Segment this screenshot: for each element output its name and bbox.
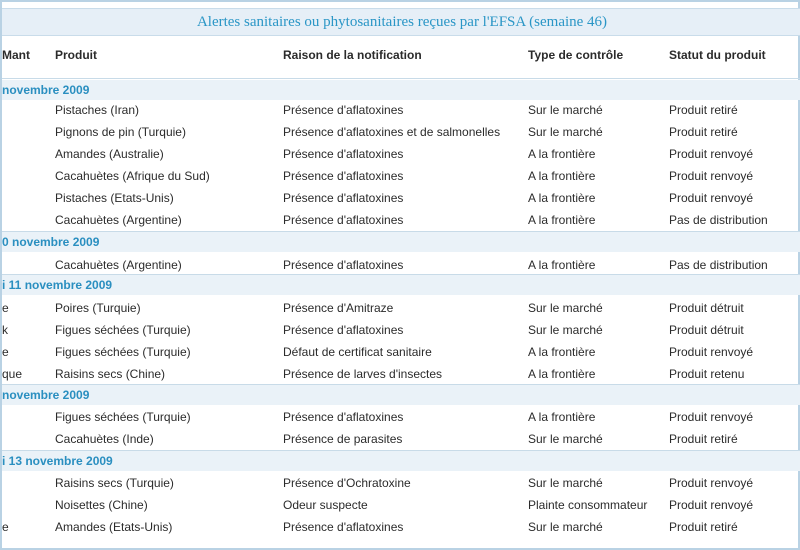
cell-control: A la frontière [528, 367, 596, 381]
cell-product: Cacahuètes (Argentine) [55, 213, 182, 227]
cell-status: Produit renvoyé [669, 498, 754, 512]
cell-product: Figues séchées (Turquie) [55, 410, 191, 424]
cell-product: Raisins secs (Turquie) [55, 476, 174, 490]
cell-status: Produit détruit [669, 301, 744, 315]
cell-country: k [2, 323, 8, 337]
date-band [2, 275, 800, 295]
cell-status: Pas de distribution [669, 213, 768, 227]
cell-status: Pas de distribution [669, 258, 768, 272]
date-label: i 13 novembre 2009 [2, 454, 113, 468]
cell-reason: Présence d'aflatoxines [283, 323, 404, 337]
cell-status: Produit retiré [669, 125, 738, 139]
cell-control: Sur le marché [528, 103, 603, 117]
cell-status: Produit retiré [669, 103, 738, 117]
cell-status: Produit renvoyé [669, 410, 754, 424]
cell-product: Pignons de pin (Turquie) [55, 125, 186, 139]
cell-status: Produit retiré [669, 432, 738, 446]
cell-control: Sur le marché [528, 301, 603, 315]
cell-status: Produit retenu [669, 367, 745, 381]
date-label: i 11 novembre 2009 [2, 278, 113, 292]
cell-reason: Présence d'aflatoxines [283, 410, 404, 424]
cell-status: Produit renvoyé [669, 476, 754, 490]
date-band [2, 451, 800, 471]
cell-status: Produit renvoyé [669, 345, 754, 359]
cell-control: Sur le marché [528, 323, 603, 337]
cell-control: A la frontière [528, 410, 596, 424]
cell-reason: Présence d'aflatoxines [283, 191, 404, 205]
cell-reason: Présence d'aflatoxines [283, 258, 404, 272]
cell-control: Sur le marché [528, 520, 603, 534]
header-reason: Raison de la notification [283, 48, 422, 62]
date-band [2, 80, 800, 100]
cell-product: Figues séchées (Turquie) [55, 345, 191, 359]
cell-reason: Présence d'aflatoxines et de salmonelles [283, 125, 501, 139]
cell-reason: Présence d'aflatoxines [283, 213, 404, 227]
cell-product: Amandes (Australie) [55, 147, 164, 161]
cell-product: Amandes (Etats-Unis) [55, 520, 173, 534]
cell-status: Produit détruit [669, 323, 744, 337]
date-label: novembre 2009 [2, 388, 90, 402]
cell-status: Produit renvoyé [669, 191, 754, 205]
cell-product: Cacahuètes (Inde) [55, 432, 154, 446]
cell-control: Plainte consommateur [528, 498, 648, 512]
cell-control: Sur le marché [528, 125, 603, 139]
cell-control: A la frontière [528, 258, 596, 272]
cell-product: Cacahuètes (Afrique du Sud) [55, 169, 210, 183]
cell-status: Produit retiré [669, 520, 738, 534]
cell-reason: Présence de larves d'insectes [283, 367, 443, 381]
header-product: Produit [55, 48, 97, 62]
header-emitting-country: Mant [2, 48, 30, 62]
cell-product: Raisins secs (Chine) [55, 367, 166, 381]
cell-reason: Présence d'aflatoxines [283, 169, 404, 183]
cell-reason: Présence de parasites [283, 432, 403, 446]
cell-reason: Présence d'aflatoxines [283, 520, 404, 534]
cell-reason: Défaut de certificat sanitaire [283, 345, 432, 359]
date-label: novembre 2009 [2, 83, 90, 97]
cell-control: Sur le marché [528, 432, 603, 446]
cell-country: e [2, 345, 9, 359]
date-band [2, 232, 800, 252]
cell-country: que [2, 367, 23, 381]
cell-product: Figues séchées (Turquie) [55, 323, 191, 337]
date-label: 0 novembre 2009 [2, 235, 100, 249]
header-control-type: Type de contrôle [528, 48, 624, 62]
cell-reason: Odeur suspecte [283, 498, 368, 512]
cell-control: Sur le marché [528, 476, 603, 490]
table-title: Alertes sanitaires ou phytosanitaires reçues par l'EFSA (semaine 46) [196, 14, 608, 30]
cell-reason: Présence d'aflatoxines [283, 147, 404, 161]
cell-status: Produit renvoyé [669, 169, 754, 183]
cell-control: A la frontière [528, 345, 596, 359]
cell-product: Pistaches (Iran) [55, 103, 140, 117]
cell-product: Noisettes (Chine) [55, 498, 148, 512]
cell-reason: Présence d'Amitraze [283, 301, 394, 315]
cell-reason: Présence d'Ochratoxine [283, 476, 411, 490]
header-product-status: Statut du produit [669, 48, 766, 62]
cell-country: e [2, 301, 9, 315]
cell-country: e [2, 520, 9, 534]
cell-status: Produit renvoyé [669, 147, 754, 161]
title-bar [2, 8, 800, 36]
cell-product: Poires (Turquie) [55, 301, 141, 315]
cell-product: Cacahuètes (Argentine) [55, 258, 182, 272]
date-band [2, 385, 800, 405]
header-divider [2, 78, 800, 79]
cell-reason: Présence d'aflatoxines [283, 103, 404, 117]
cell-control: A la frontière [528, 147, 596, 161]
cell-control: A la frontière [528, 191, 596, 205]
cell-control: A la frontière [528, 213, 596, 227]
cell-product: Pistaches (Etats-Unis) [55, 191, 174, 205]
cell-control: A la frontière [528, 169, 596, 183]
